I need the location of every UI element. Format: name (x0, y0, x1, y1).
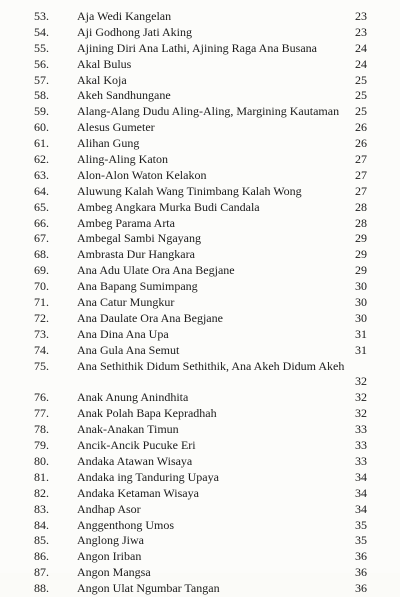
toc-entry (0, 422, 400, 438)
entry-page-number: 27 (355, 167, 367, 182)
entry-title: Andaka Ketaman Wisaya (77, 485, 199, 500)
toc-entry (0, 470, 400, 486)
entry-page-number: 35 (355, 517, 367, 532)
entry-title: Aji Godhong Jati Aking (77, 24, 193, 39)
toc-entry (0, 263, 400, 279)
entry-page-number: 30 (355, 295, 367, 310)
entry-title: Anak-Anakan Timun (77, 422, 179, 437)
toc-entry (0, 73, 400, 89)
table-of-contents (0, 9, 400, 597)
toc-entry (0, 454, 400, 470)
entry-page-number: 34 (355, 485, 367, 500)
entry-page-number: 34 (355, 469, 367, 484)
entry-number: 85. (34, 533, 49, 548)
entry-number: 70. (34, 279, 49, 294)
toc-entry (0, 311, 400, 327)
entry-number: 58. (34, 88, 49, 103)
entry-page-number: 25 (355, 104, 367, 119)
toc-entry (0, 390, 400, 406)
entry-number: 53. (34, 9, 49, 23)
entry-title: Ana Sethithik Didum Sethithik, Ana Akeh Didum Akeh (77, 358, 345, 373)
entry-number: 79. (34, 438, 49, 453)
entry-title: Anak Polah Bapa Kepradhah (77, 406, 217, 421)
entry-number: 54. (34, 24, 49, 39)
entry-page-number: 29 (355, 231, 367, 246)
entry-title: Aja Wedi Kangelan (77, 9, 172, 23)
entry-title: Ambrasta Dur Hangkara (77, 247, 195, 262)
toc-entry (0, 120, 400, 136)
entry-number: 64. (34, 183, 49, 198)
entry-number: 67. (34, 231, 49, 246)
toc-entry (0, 231, 400, 247)
toc-entry (0, 359, 400, 391)
entry-title: Ambeg Parama Arta (77, 215, 175, 230)
entry-title: Anak Anung Anindhita (77, 390, 189, 405)
toc-entry (0, 438, 400, 454)
entry-title: Ambeg Angkara Murka Budi Candala (77, 199, 260, 214)
entry-page-number: 32 (355, 390, 367, 405)
entry-page-number: 29 (355, 263, 367, 278)
entry-number: 61. (34, 136, 49, 151)
toc-entry (0, 247, 400, 263)
entry-number: 80. (34, 453, 49, 468)
toc-entry (0, 565, 400, 581)
entry-page-number: 33 (355, 453, 367, 468)
entry-page-number: 33 (355, 438, 367, 453)
entry-title: Alesus Gumeter (77, 120, 155, 135)
entry-number: 69. (34, 263, 49, 278)
entry-title: Ambegal Sambi Ngayang (77, 231, 201, 246)
entry-number: 75. (34, 358, 49, 373)
entry-title: Angon Iriban (77, 549, 142, 564)
toc-entry (0, 549, 400, 565)
entry-number: 63. (34, 167, 49, 182)
toc-entry (0, 184, 400, 200)
toc-entry (0, 104, 400, 120)
entry-page-number: 32 (355, 374, 367, 389)
entry-title: Aluwung Kalah Wang Tinimbang Kalah Wong (77, 183, 302, 198)
entry-title: Ana Catur Mungkur (77, 295, 175, 310)
entry-page-number: 26 (355, 120, 367, 135)
entry-title: Ana Dina Ana Upa (77, 326, 169, 341)
toc-entry (0, 343, 400, 359)
toc-entry (0, 25, 400, 41)
entry-number: 65. (34, 199, 49, 214)
entry-number: 66. (34, 215, 49, 230)
toc-entry (0, 152, 400, 168)
entry-page-number: 23 (355, 9, 367, 23)
toc-entry (0, 200, 400, 216)
entry-page-number: 24 (355, 56, 367, 71)
entry-title: Alang-Alang Dudu Aling-Aling, Margining Kautaman (77, 104, 340, 119)
toc-entry (0, 406, 400, 422)
toc-entry (0, 41, 400, 57)
entry-title: Andaka ing Tanduring Upaya (77, 469, 219, 484)
toc-entry (0, 88, 400, 104)
entry-title: Angon Ulat Ngumbar Tangan (77, 581, 220, 596)
entry-title: Ajining Diri Ana Lathi, Ajining Raga Ana Busana (77, 40, 317, 55)
entry-title: Andaka Atawan Wisaya (77, 453, 193, 468)
toc-entry (0, 136, 400, 152)
toc-entry (0, 216, 400, 232)
toc-entry (0, 518, 400, 534)
entry-page-number: 26 (355, 136, 367, 151)
entry-number: 78. (34, 422, 49, 437)
entry-number: 56. (34, 56, 49, 71)
toc-entry (0, 9, 400, 25)
entry-title: Akal Bulus (77, 56, 132, 71)
toc-entry (0, 533, 400, 549)
entry-page-number: 24 (355, 40, 367, 55)
entry-number: 76. (34, 390, 49, 405)
entry-title: Ancik-Ancik Pucuke Eri (77, 438, 196, 453)
entry-page-number: 23 (355, 24, 367, 39)
entry-title: Ana Adu Ulate Ora Ana Begjane (77, 263, 235, 278)
entry-page-number: 31 (355, 342, 367, 357)
toc-entry (0, 295, 400, 311)
entry-page-number: 31 (355, 326, 367, 341)
entry-title: Anggenthong Umos (77, 517, 174, 532)
entry-page-number: 36 (355, 549, 367, 564)
entry-page-number: 30 (355, 279, 367, 294)
entry-number: 83. (34, 501, 49, 516)
toc-entry (0, 279, 400, 295)
entry-title: Alon-Alon Waton Kelakon (77, 167, 207, 182)
entry-number: 68. (34, 247, 49, 262)
entry-number: 59. (34, 104, 49, 119)
entry-number: 73. (34, 326, 49, 341)
entry-title: Aling-Aling Katon (77, 152, 168, 167)
entry-title: Akeh Sandhungane (77, 88, 171, 103)
entry-page-number: 32 (355, 406, 367, 421)
toc-entry (0, 502, 400, 518)
entry-number: 72. (34, 310, 49, 325)
toc-entry (0, 486, 400, 502)
entry-page-number: 36 (355, 581, 367, 596)
entry-page-number: 27 (355, 152, 367, 167)
entry-title: Ana Bapang Sumimpang (77, 279, 198, 294)
entry-page-number: 36 (355, 565, 367, 580)
entry-title: Ana Daulate Ora Ana Begjane (77, 310, 223, 325)
entry-number: 87. (34, 565, 49, 580)
entry-page-number: 28 (355, 215, 367, 230)
entry-page-number: 35 (355, 533, 367, 548)
entry-number: 84. (34, 517, 49, 532)
toc-entry (0, 57, 400, 73)
entry-title: Anglong Jiwa (77, 533, 144, 548)
entry-number: 77. (34, 406, 49, 421)
toc-entry (0, 327, 400, 343)
entry-number: 81. (34, 469, 49, 484)
entry-page-number: 27 (355, 183, 367, 198)
entry-page-number: 30 (355, 310, 367, 325)
entry-title: Andhap Asor (77, 501, 141, 516)
toc-entry (0, 168, 400, 184)
entry-page-number: 33 (355, 422, 367, 437)
entry-title: Angon Mangsa (77, 565, 151, 580)
entry-number: 62. (34, 152, 49, 167)
entry-page-number: 29 (355, 247, 367, 262)
entry-number: 88. (34, 581, 49, 596)
entry-number: 74. (34, 342, 49, 357)
entry-page-number: 25 (355, 88, 367, 103)
entry-title: Akal Koja (77, 72, 127, 87)
entry-page-number: 28 (355, 199, 367, 214)
entry-number: 71. (34, 295, 49, 310)
entry-number: 82. (34, 485, 49, 500)
entry-number: 57. (34, 72, 49, 87)
entry-page-number: 34 (355, 501, 367, 516)
entry-number: 55. (34, 40, 49, 55)
entry-number: 86. (34, 549, 49, 564)
entry-title: Alihan Gung (77, 136, 140, 151)
entry-page-number: 25 (355, 72, 367, 87)
toc-entry (0, 581, 400, 597)
entry-title: Ana Gula Ana Semut (77, 342, 180, 357)
entry-number: 60. (34, 120, 49, 135)
